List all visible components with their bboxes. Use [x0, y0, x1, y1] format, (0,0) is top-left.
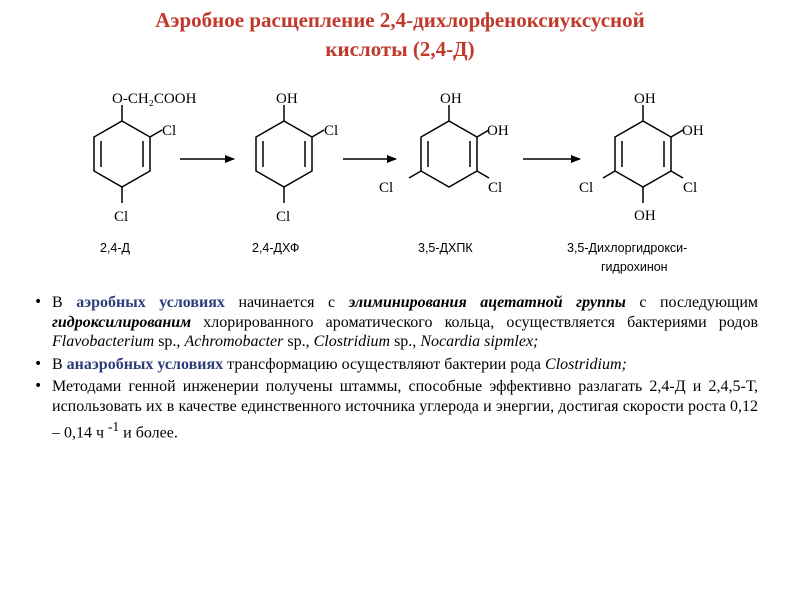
aerobic-conditions-term: аэробных условиях — [76, 294, 225, 311]
chlorine-label: Cl — [579, 180, 594, 196]
chlorine-label: Cl — [683, 180, 698, 196]
anaerobic-conditions-term: анаэробных условиях — [66, 355, 224, 373]
genus-name: Achromobacter — [184, 333, 284, 351]
compound-caption: 2,4-ДХФ — [252, 241, 300, 255]
substituent-label: OH — [276, 91, 298, 107]
compound-caption: гидрохинон — [601, 260, 668, 274]
bullet-aerobic: • В аэробных условиях начинается с элиминирования ацетатной группы с последующим гидроксилированим хлорированного ароматического кольца, осуществляется бактериями родов Flavobacterium sp., Achromobacter sp., Clostridium sp., Nocardia sipmlex; — [52, 293, 758, 352]
title-line-2: кислоты (2,4-Д) — [325, 37, 475, 61]
substituent-label: OH — [440, 91, 462, 107]
bullet-genetic-engineering: • Методами генной инженерии получены штаммы, способные эффективно разлагать 2,4-Д и 2,4,5-Т, использовать их в качестве единственного источника углерода и энергии, достигая скорости роста 0,12 – 0,14 ч $^{-1}$ и более. — [52, 377, 758, 442]
unit-exponent: -1 — [108, 418, 120, 434]
genus-name: Clostridium — [313, 333, 391, 351]
genus-name: Clostridium; — [545, 355, 627, 373]
compound-caption: 3,5-ДХПК — [418, 241, 473, 255]
species-name: Nocardia sipmlex; — [420, 333, 539, 351]
compound-caption: 3,5-Дихлоргидрокси- — [567, 241, 688, 255]
chlorine-label: Cl — [114, 209, 129, 225]
compound-2-4-dcp-structure — [256, 105, 324, 203]
compound-2-4-d-structure — [94, 105, 162, 203]
hydroxyl-label: OH — [682, 123, 704, 139]
genus-name: Flavobacterium — [52, 333, 155, 351]
compound-3-5-dcc-structure — [409, 105, 489, 187]
title-line-1: Аэробное расщепление 2,4-дихлорфеноксиуксусной — [155, 8, 645, 32]
chlorine-label: Cl — [324, 123, 339, 139]
substituent-label: OH — [634, 91, 656, 107]
elimination-term: элиминирования ацетатной группы — [348, 294, 626, 311]
hydroxylation-term: гидроксилированим — [52, 313, 192, 331]
slide-title — [60, 6, 740, 64]
chlorine-label: Cl — [488, 180, 503, 196]
compound-caption: 2,4-Д — [100, 241, 131, 255]
hydroxyl-label: OH — [487, 123, 509, 139]
hydroxyl-label: OH — [634, 208, 656, 224]
chlorine-label: Cl — [162, 123, 177, 139]
substituent-label: O-CH₂COOH — [112, 91, 197, 107]
compound-dichlorohydroxyhydroquinone-structure — [603, 105, 683, 203]
chlorine-label: Cl — [276, 209, 291, 225]
degradation-scheme — [0, 80, 800, 290]
bullet-list — [52, 293, 758, 445]
chlorine-label: Cl — [379, 180, 394, 196]
bullet-anaerobic: • В анаэробных условиях трансформацию осуществляют бактерии рода Clostridium; — [52, 355, 758, 375]
